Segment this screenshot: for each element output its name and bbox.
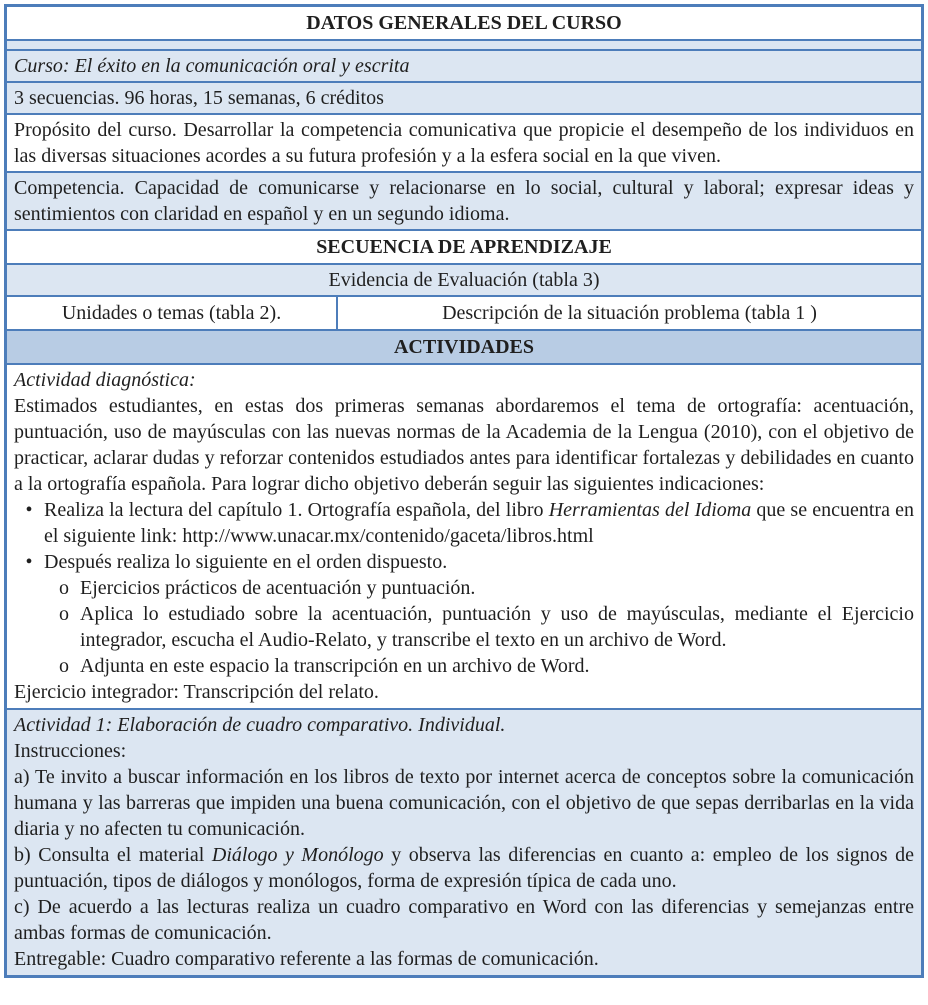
- actividad-1-section: [7, 710, 921, 975]
- tablas-row: [7, 297, 921, 331]
- proposito-row: Propósito del curso. Desarrollar la competencia comunicativa que propicie el desempeño de los individuos en las diversas situaciones acordes a su futura profesión y a la esfera social en la que viven.: [7, 115, 921, 173]
- actividad-diagnostica-section: [7, 365, 921, 710]
- material-titulo: Diálogo y Monólogo: [211, 844, 384, 866]
- list-item: [14, 549, 914, 575]
- diagnostica-intro: Estimados estudiantes, en estas dos primeras semanas abordaremos el tema de ortografía: acentuación, puntuación, uso de mayúsculas con las nuevas normas de la Academia de la Lengua (2010), con el objetivo de practicar, aclarar dudas y reforzar contenidos estudiados antes para identificar fortalezas y debilidades en cuanto a la ortografía española. Para lograr dicho objetivo deberán seguir las siguientes indicaciones:: [14, 395, 914, 495]
- entregable-line: Entregable: Cuadro comparativo referente a las formas de comunicación.: [14, 948, 599, 970]
- bullet-lectura-text: [44, 497, 914, 549]
- bullet-icon: •: [25, 499, 33, 521]
- bullet-despues-text: Después realiza lo siguiente en el orden dispuesto.: [44, 551, 448, 573]
- list-item: [14, 497, 914, 549]
- descripcion-cell: Descripción de la situación problema (tabla 1 ): [336, 297, 921, 329]
- list-item: [48, 575, 914, 601]
- curso-row: Curso: El éxito en la comunicación oral y escrita: [7, 51, 921, 83]
- instruccion-b: [14, 842, 914, 894]
- bullet-lectura-pre: Realiza la lectura del capítulo 1. Ortografía española, del libro: [44, 499, 549, 521]
- list-item: [48, 653, 914, 679]
- competencia-row: Competencia. Capacidad de comunicarse y relacionarse en lo social, cultural y laboral; expresar ideas y sentimientos con claridad en español y en un segundo idioma.: [7, 173, 921, 231]
- instruccion-c: c) De acuerdo a las lecturas realiza un cuadro comparativo en Word con las diferencias y semejanzas entre ambas formas de comunicación.: [14, 896, 914, 944]
- sub-ejercicios-text: Ejercicios prácticos de acentuación y puntuación.: [80, 577, 476, 599]
- circle-bullet-icon: o: [59, 655, 69, 677]
- instrucciones-label: Instrucciones:: [14, 740, 127, 762]
- actividades-title: ACTIVIDADES: [7, 331, 921, 365]
- instruccion-b-pre: b) Consulta el material: [14, 844, 212, 866]
- instruccion-b-post: y observa las diferencias en cuanto a: empleo de los signos de puntuación, tipos de diálogos y monólogos, forma de expresión típica de cada uno.: [14, 844, 915, 892]
- bullet-lectura-mid: que se encuentra en el siguiente link:: [44, 499, 915, 547]
- sub-aplica-text: Aplica lo estudiado sobre la acentuación, puntuación y uso de mayúsculas, mediante el Ejercicio integrador, escucha el Audio-Relato, y transcribe el texto en un archivo de Word.: [80, 603, 914, 651]
- secuencias-row: 3 secuencias. 96 horas, 15 semanas, 6 créditos: [7, 83, 921, 115]
- course-table: [4, 4, 924, 978]
- instruccion-a: a) Te invito a buscar información en los libros de texto por internet acerca de conceptos sobre la comunicación humana y las barreras que impiden una buena comunicación, con el objetivo de que sepas derribarlas en la vida diaria y no afecten tu comunicación.: [14, 766, 914, 840]
- spacer-row: [7, 41, 921, 51]
- circle-bullet-icon: o: [59, 577, 69, 599]
- circle-bullet-icon: o: [59, 603, 69, 625]
- sub-adjunta-text: Adjunta en este espacio la transcripción en un archivo de Word.: [80, 655, 590, 677]
- list-item: [48, 601, 914, 653]
- actividad1-heading: Actividad 1: Elaboración de cuadro comparativo. Individual.: [14, 714, 506, 736]
- ejercicio-integrador-line: Ejercicio integrador: Transcripción del relato.: [14, 681, 379, 703]
- evidencia-row: Evidencia de Evaluación (tabla 3): [7, 265, 921, 297]
- link-url: http://www.unacar.mx/contenido/gaceta/libros.html: [182, 525, 594, 547]
- libro-titulo: Herramientas del Idioma: [548, 499, 752, 521]
- secuencia-title: SECUENCIA DE APRENDIZAJE: [7, 231, 921, 265]
- unidades-cell: Unidades o temas (tabla 2).: [61, 302, 282, 324]
- general-title: DATOS GENERALES DEL CURSO: [7, 7, 921, 41]
- bullet-icon: •: [25, 551, 33, 573]
- diagnostica-heading: Actividad diagnóstica:: [14, 369, 196, 391]
